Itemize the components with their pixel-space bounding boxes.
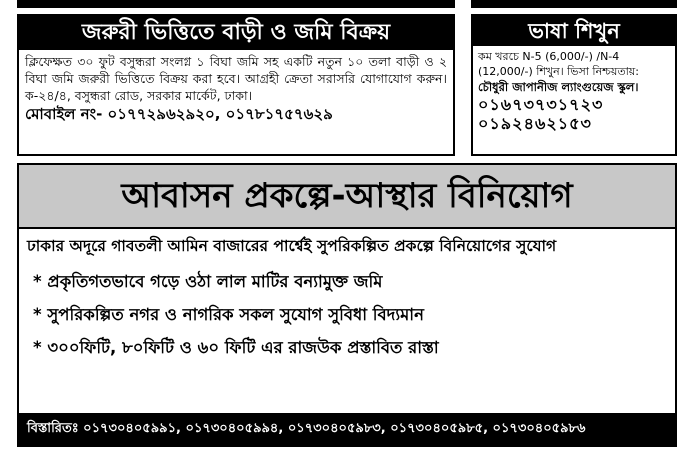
language-school: চৌধুরী জাপানীজ ল্যাংগুয়েজ স্কুল। <box>478 80 639 94</box>
land-sale-mobile: মোবাইল নং- ০১৭৭২৯৬২৯২০, ০১৭৮১৭৫৭৬২৯ <box>25 105 333 123</box>
housing-feature: * প্রকৃতিগতভাবে গড়ে ওঠা লাল মাটির বন্যামুক্ত জমি <box>33 272 383 291</box>
housing-subtitle: ঢাকার অদূরে গাবতলী আমিন বাজারের পার্শ্বেই সুপরিকল্পিত প্রকল্পে বিনিয়োগের সুযোগ <box>27 237 557 255</box>
housing-feature: * সুপরিকল্পিত নগর ও নাগরিক সকল সুযোগ সুবিধা বিদ্যমান <box>33 305 424 324</box>
land-sale-body: ক্লিফেক্ষত ৩০ ফুট বসুন্ধরা সংলগ্ন ১ বিঘা জমি সহ একটি নতুন ১০ তলা বাড়ী ও ২ বিঘা জমি জরুরী ভিত্তিতে বিক্রয় করা হবে। আগ্রহী ক্রেতা সরাসরি যোগাযোগ করুন। ক-২৪/৪, বসুন্ধরা রোড, সরকার মার্কেট, ঢাকা। <box>25 54 447 103</box>
housing-title: আবাসন প্রকল্পে-আস্থার বিনিয়োগ <box>19 165 675 229</box>
top-border-right <box>471 0 677 8</box>
housing-features <box>19 257 675 360</box>
housing-contact-footer: বিস্তারিতঃ ০১৭৩০৪০৫৯৯১, ০১৭৩০৪০৫৯৯৪, ০১৭৩০৪০৫৯৮৩, ০১৭৩০৪০৫৯৮৫, ০১৭৩০৪০৫৯৮৬ <box>19 413 675 445</box>
language-ad <box>471 14 677 156</box>
top-border-left <box>17 0 455 8</box>
housing-feature: * ৩০০ফিটি, ৮০ফিটি ও ৬০ ফিটি এর রাজউক প্রস্তাবিত রাস্তা <box>33 338 439 357</box>
language-phone-2: ০১৯২৪৬২১৫৩ <box>478 114 592 133</box>
land-sale-ad <box>17 14 455 156</box>
housing-project-ad <box>17 163 677 447</box>
language-body: কম খরচে N-5 (6,000/-) /N-4 (12,000/-) শিখুন। ভিসা নিশ্চয়তায়: <box>478 50 639 78</box>
language-phone-1: ০১৬৭৩৭৩১৭২৩ <box>478 95 604 114</box>
land-sale-title: জরুরী ভিত্তিতে বাড়ী ও জমি বিক্রয় <box>19 16 453 50</box>
language-title: ভাষা শিখুন <box>473 16 675 46</box>
